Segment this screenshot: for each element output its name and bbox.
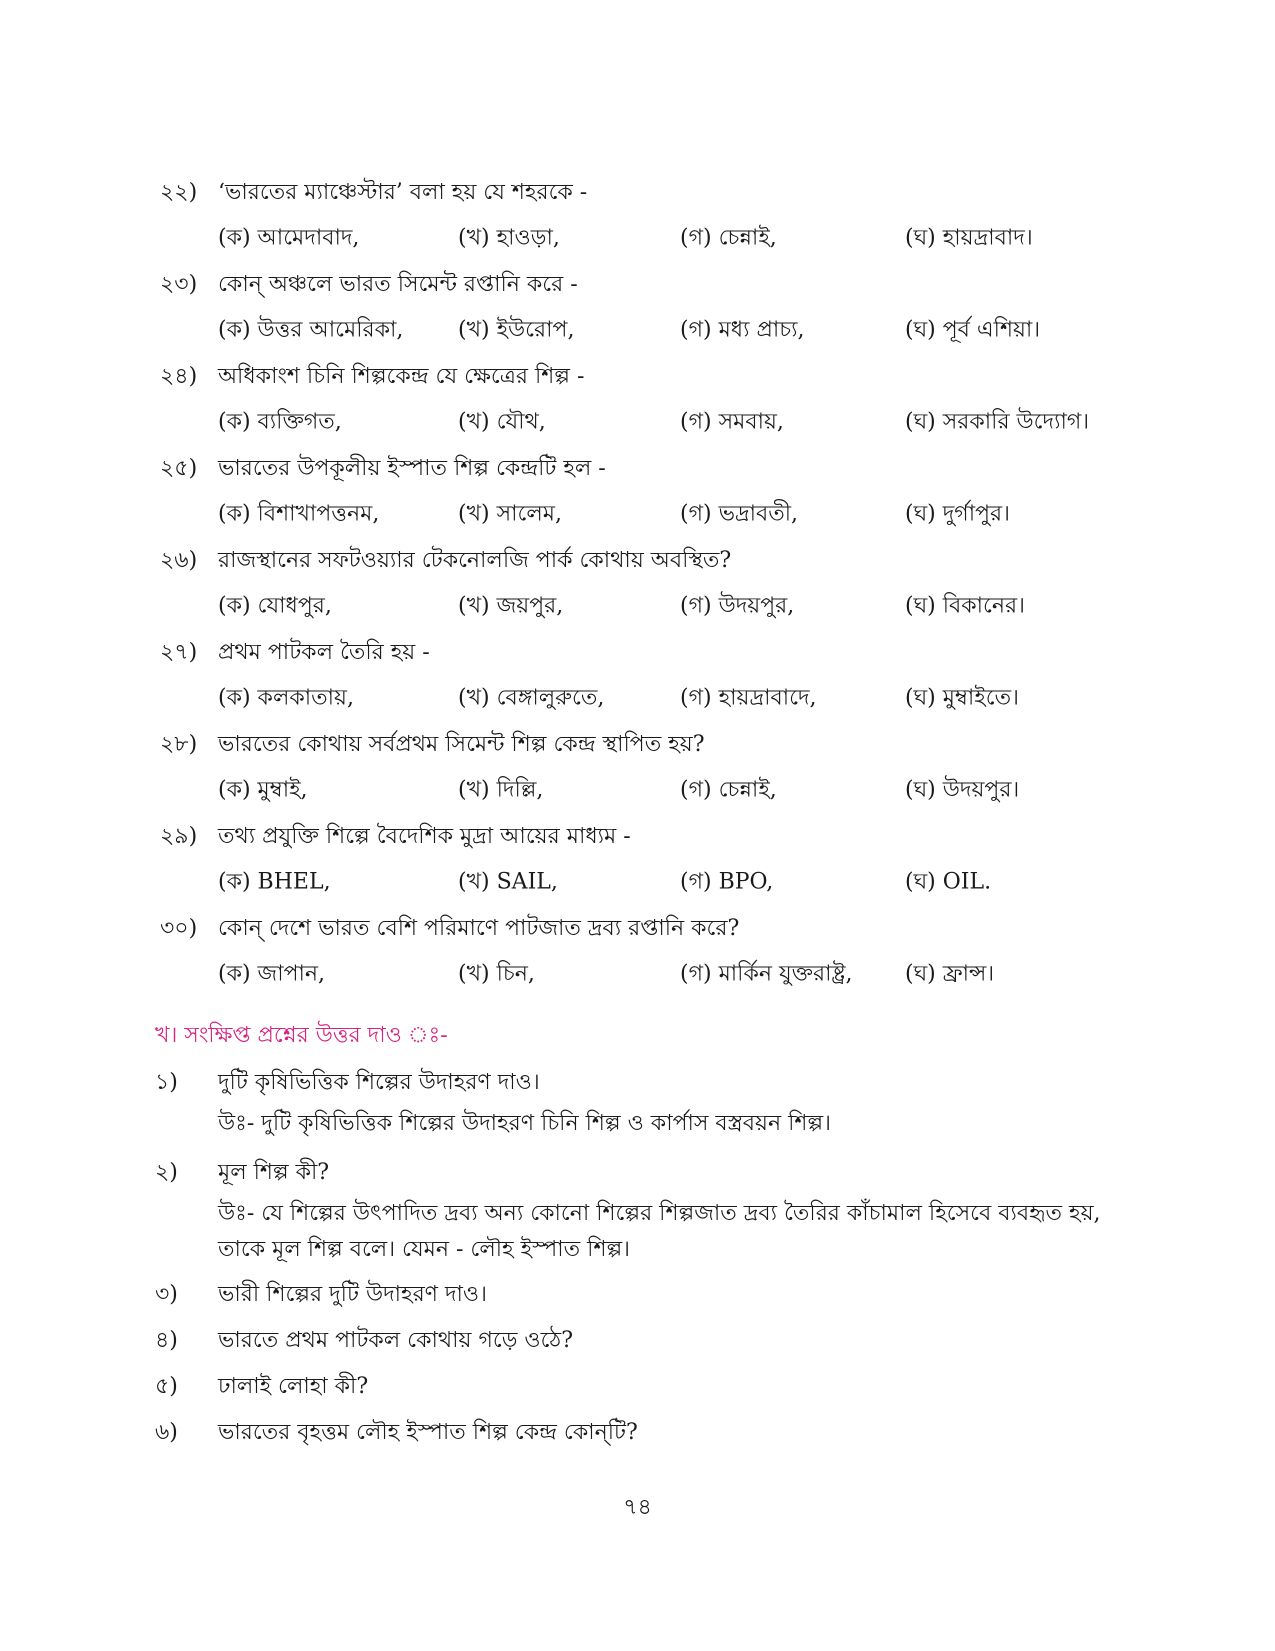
question-number: ৫) <box>155 1373 178 1399</box>
question-text: রাজস্থানের সফটওয়্যার টেকনোলজি পার্ক কোথায় অবস্থিত? <box>218 547 732 573</box>
option-a: (ক) ব্যক্তিগত, <box>218 409 342 435</box>
mcq-item <box>160 630 1160 722</box>
question-number: ৩) <box>155 1281 178 1307</box>
question-number: ১) <box>155 1069 178 1095</box>
option-d: (ঘ) ফ্রান্স। <box>905 961 995 987</box>
option-c: (গ) মার্কিন যুক্তরাষ্ট্র, <box>680 961 853 987</box>
option-d: (ঘ) সরকারি উদ্যোগ। <box>905 409 1090 435</box>
short-question-item <box>155 1410 1155 1456</box>
option-a: (ক) BHEL, <box>218 869 331 895</box>
question-text: দুটি কৃষিভিত্তিক শিল্পের উদাহরণ দাও। <box>218 1069 540 1095</box>
option-a: (ক) আমেদাবাদ, <box>218 225 360 251</box>
question-number: ২৮) <box>160 731 198 757</box>
mcq-list <box>160 170 1160 998</box>
option-a: (ক) কলকাতায়, <box>218 685 354 711</box>
short-question-item <box>155 1060 1155 1142</box>
option-a: (ক) মুম্বাই, <box>218 777 308 803</box>
option-b: (খ) SAIL, <box>458 869 558 895</box>
short-question-item <box>155 1150 1155 1268</box>
option-b: (খ) জয়পুর, <box>458 593 564 619</box>
page-number: ৭৪ <box>623 1495 652 1520</box>
question-number: ২২) <box>160 179 198 205</box>
question-number: ৬) <box>155 1419 178 1445</box>
option-b: (খ) বেঙ্গালুরুতে, <box>458 685 605 711</box>
question-text: ভারতের উপকূলীয় ইস্পাত শিল্প কেন্দ্রটি হল - <box>218 455 606 481</box>
mcq-item <box>160 354 1160 446</box>
question-text: কোন্ দেশে ভারত বেশি পরিমাণে পাটজাত দ্রব্য রপ্তানি করে? <box>218 915 740 941</box>
question-text: ভারী শিল্পের দুটি উদাহরণ দাও। <box>218 1281 487 1307</box>
option-c: (গ) মধ্য প্রাচ্য, <box>680 317 805 343</box>
option-c: (গ) চেন্নাই, <box>680 225 777 251</box>
question-text: তথ্য প্রযুক্তি শিল্পে বৈদেশিক মুদ্রা আয়ের মাধ্যম - <box>218 823 631 849</box>
question-text: ঢালাই লোহা কী? <box>218 1373 369 1399</box>
option-b: (খ) ইউরোপ, <box>458 317 575 343</box>
section-heading: খ। সংক্ষিপ্ত প্রশ্নের উত্তর দাও ঃ- <box>155 1023 448 1048</box>
question-text: অধিকাংশ চিনি শিল্পকেন্দ্র যে ক্ষেত্রের শিল্প - <box>218 363 585 389</box>
question-text: মূল শিল্প কী? <box>218 1159 330 1185</box>
mcq-item <box>160 170 1160 262</box>
option-a: (ক) বিশাখাপত্তনম, <box>218 501 380 527</box>
mcq-item <box>160 906 1160 998</box>
option-d: (ঘ) দুর্গাপুর। <box>905 501 1011 527</box>
option-d: (ঘ) OIL. <box>905 869 992 895</box>
question-number: ২৯) <box>160 823 198 849</box>
question-number: ২৪) <box>160 363 198 389</box>
question-number: ৪) <box>155 1327 178 1353</box>
mcq-item <box>160 262 1160 354</box>
short-question-list <box>155 1060 1155 1456</box>
option-d: (ঘ) উদয়পুর। <box>905 777 1020 803</box>
short-question-item <box>155 1364 1155 1410</box>
option-a: (ক) যোধপুর, <box>218 593 332 619</box>
question-text: ভারতে প্রথম পাটকল কোথায় গড়ে ওঠে? <box>218 1327 573 1353</box>
option-d: (ঘ) হায়দ্রাবাদ। <box>905 225 1033 251</box>
option-c: (গ) ভদ্রাবতী, <box>680 501 799 527</box>
option-d: (ঘ) বিকানের। <box>905 593 1025 619</box>
question-number: ২৫) <box>160 455 198 481</box>
question-number: ২৭) <box>160 639 198 665</box>
question-text: ভারতের বৃহত্তম লৌহ ইস্পাত শিল্প কেন্দ্র কোন্‌টি? <box>218 1419 638 1445</box>
question-text: কোন্ অঞ্চলে ভারত সিমেন্ট রপ্তানি করে - <box>218 271 578 297</box>
question-text: ‘ভারতের ম্যাঞ্চেস্টার’ বলা হয় যে শহরকে - <box>218 179 588 205</box>
option-c: (গ) উদয়পুর, <box>680 593 795 619</box>
short-question-item <box>155 1318 1155 1364</box>
question-number: ৩০) <box>160 915 198 941</box>
question-number: ২৬) <box>160 547 198 573</box>
question-number: ২) <box>155 1159 178 1185</box>
mcq-item <box>160 446 1160 538</box>
option-b: (খ) দিল্লি, <box>458 777 544 803</box>
option-b: (খ) চিন, <box>458 961 535 987</box>
option-c: (গ) হায়দ্রাবাদে, <box>680 685 817 711</box>
option-d: (ঘ) পূর্ব এশিয়া। <box>905 317 1041 343</box>
question-text: ভারতের কোথায় সর্বপ্রথম সিমেন্ট শিল্প কেন্দ্র স্থাপিত হয়? <box>218 731 705 757</box>
answer-text: উঃ- যে শিল্পের উৎপাদিত দ্রব্য অন্য কোনো শিল্পের শিল্পজাত দ্রব্য তৈরির কাঁচামাল হিসেবে ব্যবহৃত হয়, তাকে মূল শিল্প বলে। যেমন - লৌহ ইস্পাত শিল্প। <box>218 1201 1101 1262</box>
option-c: (গ) সমবায়, <box>680 409 784 435</box>
answer-text: উঃ- দুটি কৃষিভিত্তিক শিল্পের উদাহরণ চিনি শিল্প ও কার্পাস বস্ত্রবয়ন শিল্প। <box>218 1111 832 1136</box>
mcq-item <box>160 814 1160 906</box>
option-b: (খ) সালেম, <box>458 501 562 527</box>
option-b: (খ) হাওড়া, <box>458 225 560 251</box>
option-a: (ক) উত্তর আমেরিকা, <box>218 317 404 343</box>
question-text: প্রথম পাটকল তৈরি হয় - <box>218 639 430 665</box>
option-c: (গ) BPO, <box>680 869 774 895</box>
option-b: (খ) যৌথ, <box>458 409 546 435</box>
option-a: (ক) জাপান, <box>218 961 326 987</box>
option-c: (গ) চেন্নাই, <box>680 777 777 803</box>
question-number: ২৩) <box>160 271 198 297</box>
mcq-item <box>160 722 1160 814</box>
option-d: (ঘ) মুম্বাইতে। <box>905 685 1019 711</box>
short-question-item <box>155 1272 1155 1318</box>
mcq-item <box>160 538 1160 630</box>
